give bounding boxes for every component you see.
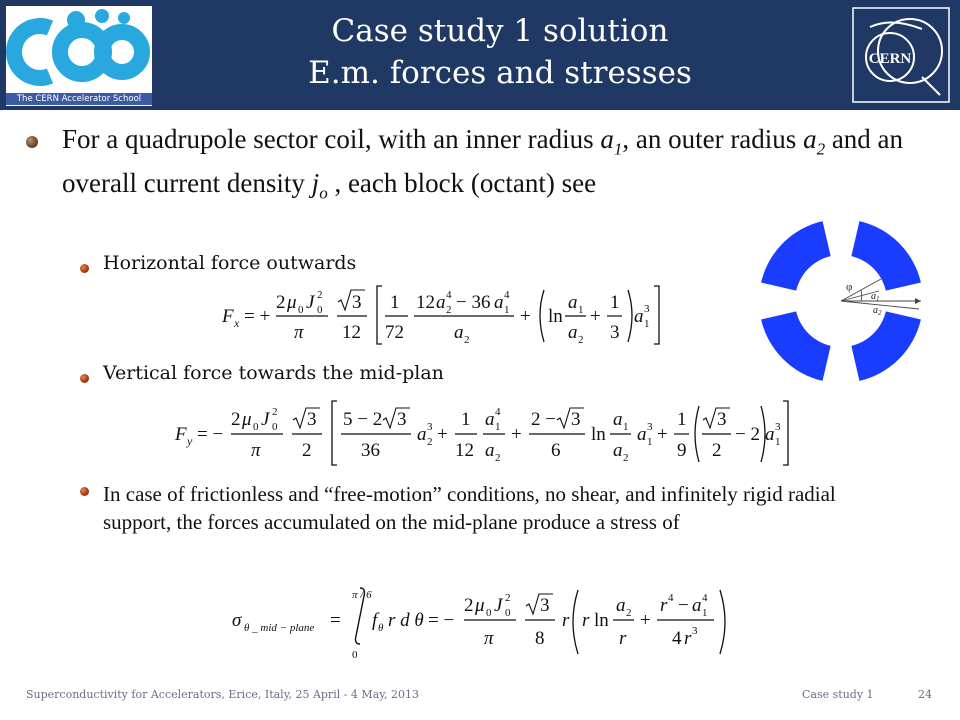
svg-text:F: F bbox=[222, 306, 234, 327]
svg-text:ln: ln bbox=[594, 610, 609, 631]
intro-text-1: For a quadrupole sector coil, with an inner radius bbox=[62, 124, 601, 154]
var-j0-sub: o bbox=[319, 183, 328, 203]
svg-text:J: J bbox=[306, 292, 315, 313]
cas-logo bbox=[6, 6, 152, 106]
svg-text:a: a bbox=[485, 409, 495, 430]
svg-text:σ: σ bbox=[232, 610, 242, 631]
svg-text:3: 3 bbox=[352, 292, 362, 313]
svg-text:a: a bbox=[485, 440, 495, 461]
svg-text:π: π bbox=[294, 322, 304, 343]
svg-text:3: 3 bbox=[647, 421, 653, 433]
svg-text:3: 3 bbox=[717, 409, 727, 430]
svg-text:3: 3 bbox=[307, 409, 317, 430]
svg-text:3: 3 bbox=[692, 625, 698, 637]
coil-block-2 bbox=[761, 221, 831, 291]
svg-text:3: 3 bbox=[397, 409, 407, 430]
svg-text:0: 0 bbox=[352, 649, 358, 661]
var-a2-sub: 2 bbox=[816, 139, 826, 159]
svg-text:f: f bbox=[372, 610, 378, 631]
svg-text:+: + bbox=[520, 306, 531, 327]
svg-text:1: 1 bbox=[677, 409, 687, 430]
svg-text:J: J bbox=[261, 409, 270, 430]
svg-text:a: a bbox=[454, 322, 464, 343]
svg-text:+: + bbox=[590, 306, 601, 327]
svg-text:r: r bbox=[562, 610, 570, 631]
svg-text:1: 1 bbox=[775, 436, 781, 448]
svg-text:a: a bbox=[568, 292, 578, 313]
svg-text:2: 2 bbox=[446, 304, 452, 316]
intro-text-2: , an outer radius bbox=[622, 124, 804, 154]
svg-text:12: 12 bbox=[455, 440, 474, 461]
svg-text:1: 1 bbox=[644, 318, 650, 330]
svg-text:4: 4 bbox=[668, 592, 674, 604]
svg-text:a: a bbox=[616, 595, 626, 616]
svg-text:3: 3 bbox=[610, 322, 620, 343]
svg-text:+: + bbox=[511, 424, 522, 445]
svg-text:2: 2 bbox=[302, 440, 312, 461]
svg-text:−: − bbox=[678, 595, 689, 616]
svg-text:a: a bbox=[613, 440, 623, 461]
svg-text:a: a bbox=[613, 409, 623, 430]
svg-text:x: x bbox=[234, 316, 240, 330]
svg-text:+: + bbox=[640, 610, 651, 631]
svg-text:3: 3 bbox=[775, 421, 781, 433]
svg-text:4: 4 bbox=[446, 289, 452, 301]
svg-text:4: 4 bbox=[702, 592, 708, 604]
cern-logo-icon bbox=[852, 7, 950, 103]
svg-text:μ: μ bbox=[287, 292, 297, 313]
svg-text:− 2: − 2 bbox=[735, 424, 760, 445]
svg-text:0: 0 bbox=[505, 607, 511, 619]
bullet-icon bbox=[26, 136, 38, 148]
var-a2: a bbox=[803, 124, 817, 154]
svg-text:2: 2 bbox=[712, 440, 722, 461]
footer-section: Case study 1 bbox=[802, 688, 874, 701]
svg-text:F: F bbox=[175, 424, 187, 445]
svg-text:− 36: − 36 bbox=[456, 292, 491, 313]
svg-text:72: 72 bbox=[385, 322, 404, 343]
svg-text:= +: = + bbox=[244, 306, 271, 327]
svg-text:ln: ln bbox=[591, 424, 606, 445]
svg-text:0: 0 bbox=[253, 421, 259, 433]
coil-block-4 bbox=[851, 311, 921, 381]
svg-text:a: a bbox=[637, 424, 647, 445]
svg-text:= −: = − bbox=[428, 610, 455, 631]
svg-text:4: 4 bbox=[495, 406, 501, 418]
svg-text:4: 4 bbox=[672, 628, 682, 649]
svg-text:0: 0 bbox=[486, 607, 492, 619]
svg-text:y: y bbox=[187, 434, 193, 448]
horizontal-force-equation bbox=[222, 282, 672, 348]
svg-text:+: + bbox=[657, 424, 668, 445]
svg-text:3: 3 bbox=[571, 409, 581, 430]
svg-text:1: 1 bbox=[578, 304, 584, 316]
svg-text:8: 8 bbox=[535, 628, 545, 649]
svg-text:2: 2 bbox=[464, 334, 470, 346]
svg-text:2: 2 bbox=[427, 436, 433, 448]
sub-bullet-icon bbox=[80, 264, 89, 273]
svg-text:12: 12 bbox=[416, 292, 435, 313]
svg-text:2: 2 bbox=[464, 595, 474, 616]
svg-text:π / 6: π / 6 bbox=[352, 589, 372, 601]
slide-header bbox=[0, 0, 960, 110]
svg-text:1: 1 bbox=[504, 304, 510, 316]
var-j0: j bbox=[311, 168, 320, 199]
coil-block-3 bbox=[761, 311, 831, 381]
cern-logo-text: CERN bbox=[868, 51, 912, 67]
svg-text:2 −: 2 − bbox=[531, 409, 556, 430]
horizontal-force-label: Horizontal force outwards bbox=[103, 252, 357, 274]
vertical-force-label: Vertical force towards the mid-plan bbox=[103, 362, 444, 384]
svg-text:π: π bbox=[484, 628, 494, 649]
svg-text:= −: = − bbox=[197, 424, 224, 445]
var-a1-sub: 1 bbox=[613, 139, 623, 159]
logo-caption: The CERN Accelerator School bbox=[6, 93, 152, 105]
svg-text:2: 2 bbox=[276, 292, 286, 313]
title-line-1: Case study 1 solution bbox=[331, 13, 669, 49]
sub-bullet-icon bbox=[80, 374, 89, 383]
svg-text:J: J bbox=[494, 595, 503, 616]
svg-text:2: 2 bbox=[626, 607, 632, 619]
title-line-2: E.m. forces and stresses bbox=[308, 55, 692, 91]
svg-text:0: 0 bbox=[317, 304, 323, 316]
svg-text:a: a bbox=[568, 322, 578, 343]
svg-text:0: 0 bbox=[272, 421, 278, 433]
page-number: 24 bbox=[918, 688, 932, 701]
vertical-force-equation bbox=[175, 398, 795, 470]
svg-text:1: 1 bbox=[623, 421, 629, 433]
intro-text-4: , each block (octant) see bbox=[327, 168, 597, 199]
svg-text:θ _ mid − plane: θ _ mid − plane bbox=[244, 622, 315, 634]
intro-text-3: and an overall current density bbox=[62, 124, 904, 199]
svg-text:0: 0 bbox=[298, 304, 304, 316]
svg-text:2: 2 bbox=[317, 289, 323, 301]
a2-label: $a_2$ bbox=[873, 305, 882, 317]
svg-text:π: π bbox=[251, 440, 261, 461]
svg-text:2: 2 bbox=[272, 406, 278, 418]
a1-label: $a_1$ bbox=[871, 291, 880, 303]
svg-text:μ: μ bbox=[475, 595, 485, 616]
svg-text:1: 1 bbox=[647, 436, 653, 448]
svg-text:ln: ln bbox=[548, 306, 563, 327]
slide-content bbox=[0, 110, 960, 720]
svg-text:36: 36 bbox=[361, 440, 380, 461]
svg-text:r: r bbox=[582, 610, 590, 631]
footer-conference: Superconductivity for Accelerators, Erice, Italy, 25 April - 4 May, 2013 bbox=[26, 688, 419, 701]
svg-text:12: 12 bbox=[342, 322, 361, 343]
phi-label: φ bbox=[846, 281, 853, 293]
svg-text:2: 2 bbox=[623, 452, 629, 464]
sector-coil-diagram bbox=[757, 217, 925, 385]
svg-text:3: 3 bbox=[644, 303, 650, 315]
svg-text:+: + bbox=[437, 424, 448, 445]
svg-text:1: 1 bbox=[495, 421, 501, 433]
stress-equation bbox=[232, 582, 752, 662]
svg-text:9: 9 bbox=[677, 440, 687, 461]
coil-block-1 bbox=[851, 221, 921, 291]
svg-text:4: 4 bbox=[504, 289, 510, 301]
svg-text:2: 2 bbox=[495, 452, 501, 464]
page-title bbox=[160, 10, 840, 94]
cern-logo bbox=[852, 7, 950, 103]
svg-text:2: 2 bbox=[231, 409, 241, 430]
svg-text:a: a bbox=[417, 424, 427, 445]
svg-text:r: r bbox=[619, 628, 627, 649]
svg-text:a: a bbox=[634, 306, 644, 327]
svg-text:1: 1 bbox=[390, 292, 400, 313]
svg-text:r d θ: r d θ bbox=[388, 610, 424, 631]
svg-text:2: 2 bbox=[578, 334, 584, 346]
svg-text:1: 1 bbox=[461, 409, 471, 430]
svg-text:θ: θ bbox=[378, 622, 384, 634]
sub-bullet-icon bbox=[80, 487, 89, 496]
svg-text:r: r bbox=[660, 595, 668, 616]
svg-text:a: a bbox=[765, 424, 775, 445]
svg-text:5 − 2: 5 − 2 bbox=[343, 409, 383, 430]
intro-paragraph bbox=[62, 122, 922, 211]
svg-text:1: 1 bbox=[702, 607, 708, 619]
stress-description: In case of frictionless and “free-motion” conditions, no shear, and infinitely rigid radial support, the forces accumulated on the mid-plane produce a stress of bbox=[103, 482, 836, 534]
var-a1: a bbox=[600, 124, 614, 154]
svg-text:μ: μ bbox=[242, 409, 252, 430]
svg-text:r: r bbox=[684, 628, 692, 649]
cas-logo-icon bbox=[6, 6, 152, 92]
svg-text:=: = bbox=[330, 610, 341, 631]
svg-text:3: 3 bbox=[540, 595, 550, 616]
svg-text:a: a bbox=[436, 292, 446, 313]
svg-text:3: 3 bbox=[427, 421, 433, 433]
svg-text:1: 1 bbox=[610, 292, 620, 313]
svg-text:a: a bbox=[494, 292, 504, 313]
svg-text:6: 6 bbox=[551, 440, 561, 461]
svg-text:a: a bbox=[692, 595, 702, 616]
svg-text:2: 2 bbox=[505, 592, 511, 604]
